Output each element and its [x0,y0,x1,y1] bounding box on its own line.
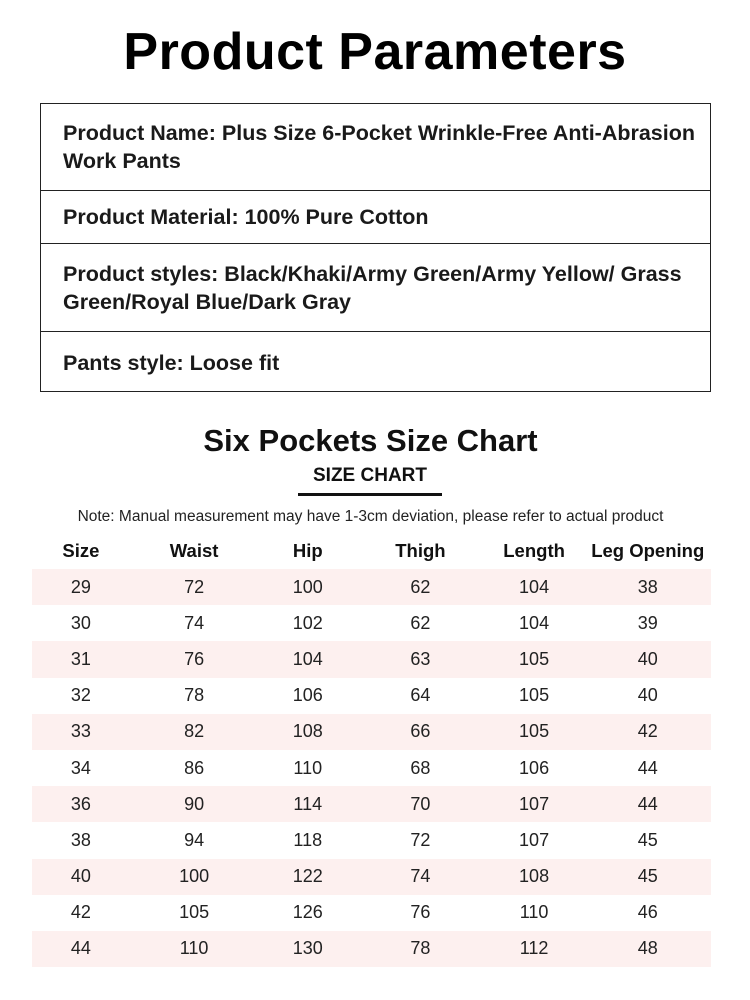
table-cell: 110 [179,938,209,959]
table-cell: 68 [410,757,431,778]
table-cell: 76 [410,902,431,923]
table-row [32,569,711,605]
table-row [32,714,711,750]
table-row [32,859,711,895]
table-cell: 31 [70,648,91,669]
table-header [32,532,711,569]
table-row [32,678,711,714]
table-cell: 126 [292,902,323,923]
param-product-styles: Product styles: Black/Khaki/Army Green/Army Yellow/ Grass Green/Royal Blue/Dark Gray [41,244,710,332]
size-chart-title: Six Pockets Size Chart [203,423,538,458]
header-waist: Waist [169,539,219,561]
table-cell: 45 [637,866,658,887]
table-cell: 39 [637,612,658,633]
table-cell: 40 [637,648,658,669]
table-cell: 112 [519,938,549,959]
table-row [32,931,711,967]
table-cell: 62 [410,576,431,597]
table-cell: 108 [292,721,323,742]
header-leg-opening: Leg Opening [591,539,705,561]
table-cell: 40 [637,685,658,706]
table-cell: 106 [292,685,323,706]
table-cell: 102 [292,612,323,633]
table-cell: 78 [410,938,431,959]
table-cell: 108 [519,866,550,887]
table-cell: 122 [292,866,323,887]
table-cell: 106 [519,757,550,778]
table-cell: 34 [70,757,91,778]
table-cell: 107 [519,793,550,814]
param-product-material: Product Material: 100% Pure Cotton [41,191,710,244]
table-cell: 100 [292,576,323,597]
table-cell: 72 [410,829,431,850]
table-cell: 105 [519,648,550,669]
table-row [32,605,711,641]
header-length: Length [503,539,565,561]
table-cell: 44 [637,793,658,814]
table-cell: 100 [179,866,210,887]
table-cell: 32 [70,685,91,706]
table-body [32,569,711,967]
table-cell: 74 [410,866,431,887]
table-cell: 107 [519,829,550,850]
table-cell: 104 [519,612,550,633]
table-cell: 86 [184,757,205,778]
table-cell: 105 [179,902,210,923]
header-hip: Hip [292,539,323,561]
table-cell: 130 [292,938,323,959]
table-cell: 64 [410,685,431,706]
table-cell: 76 [184,648,205,669]
table-cell: 63 [410,648,431,669]
table-cell: 94 [184,829,205,850]
table-cell: 36 [70,793,91,814]
table-cell: 48 [637,938,658,959]
table-row [32,641,711,677]
table-cell: 72 [184,576,205,597]
table-cell: 82 [184,721,205,742]
table-cell: 78 [184,685,205,706]
table-row [32,822,711,858]
param-product-name: Product Name: Plus Size 6-Pocket Wrinkle-Free Anti-Abrasion Work Pants [41,104,710,191]
table-cell: 114 [293,793,323,814]
table-cell: 46 [637,902,658,923]
page-title: Product Parameters [123,23,627,81]
table-cell: 104 [519,576,550,597]
table-cell: 44 [637,757,658,778]
table-cell: 33 [70,721,91,742]
subtitle-underline [298,493,442,496]
table-cell: 66 [410,721,431,742]
table-cell: 110 [293,757,323,778]
table-cell: 90 [184,793,205,814]
table-cell: 42 [70,902,91,923]
table-cell: 105 [519,685,550,706]
table-row [32,750,711,786]
table-cell: 38 [637,576,658,597]
param-pants-style: Pants style: Loose fit [63,350,280,375]
table-cell: 30 [70,612,91,633]
table-cell: 62 [410,612,431,633]
table-cell: 45 [637,829,658,850]
header-size: Size [62,539,100,561]
table-cell: 105 [519,721,550,742]
table-cell: 42 [637,721,658,742]
table-row [32,895,711,931]
table-cell: 110 [519,902,549,923]
table-cell: 38 [70,829,91,850]
size-chart-subtitle: SIZE CHART [313,465,427,486]
table-cell: 40 [70,866,91,887]
table-row [32,786,711,822]
header-thigh: Thigh [395,539,446,561]
table-cell: 104 [292,648,323,669]
table-cell: 29 [70,576,91,597]
table-cell: 74 [184,612,205,633]
size-table [32,532,711,967]
parameters-table [40,103,711,392]
table-cell: 70 [410,793,431,814]
table-cell: 118 [293,829,323,850]
measurement-note: Note: Manual measurement may have 1-3cm deviation, please refer to actual product [77,508,664,525]
table-cell: 44 [70,938,91,959]
